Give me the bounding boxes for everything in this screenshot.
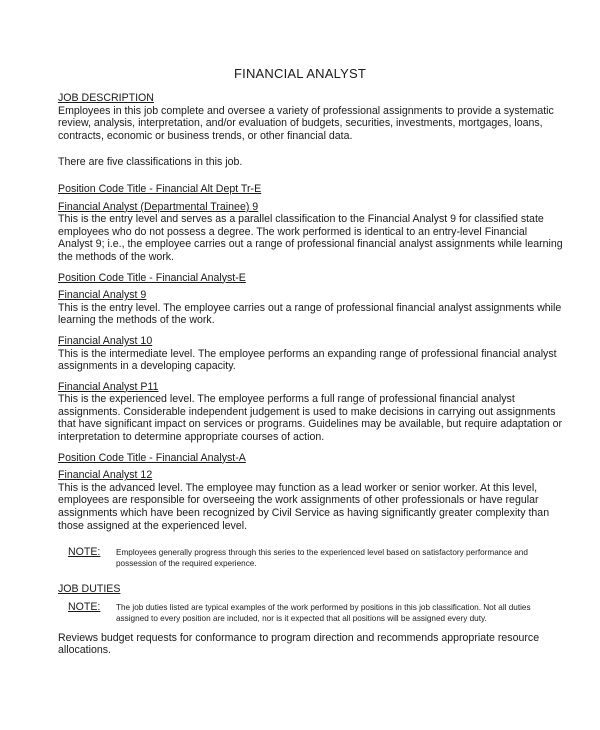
document-title: FINANCIAL ANALYST	[234, 66, 366, 81]
note-label: NOTE:	[68, 600, 101, 613]
level-name: Financial Analyst 12	[58, 469, 153, 482]
level-description: This is the advanced level. The employee may function as a lead worker or senior worker. At this level, employees are responsible for overseeing the work assignments of other professionals or have regular assignments which have been recognized by Civil Service as having significantly greater complexity than those assigned at the experienced level.	[58, 481, 550, 532]
level-description: This is the experienced level. The employee performs a full range of professional financial analyst assignments. Considerable independent judgement is used to make decisions in carrying out assignments that have significant impact on services or programs. Guidelines may be available, but require adaptation or interpretation to determine appropriate courses of action.	[58, 393, 563, 444]
level-description: This is the entry level. The employee carries out a range of professional financial analyst assignments while learning the methods of the work.	[58, 301, 562, 327]
job-description-heading: JOB DESCRIPTION	[58, 92, 154, 104]
note-text: The job duties listed are typical examples of the work performed by positions in this job classification. Not all duties assigned to every position are included, nor is it expected that all positions will be assigned every duty.	[116, 602, 531, 623]
position-code-title: Position Code Title - Financial Analyst-A	[58, 451, 246, 464]
progression-note	[68, 546, 563, 569]
level-description: This is the entry level and serves as a parallel classification to the Financial Analyst 9 for classified state employees who do not possess a degree. The work performed is identical to an entry-level Financial Analyst 9; i.e., the employee carries out a range of professional financial analyst assignments while learning the methods of the work.	[58, 213, 563, 263]
level-name: Financial Analyst 10	[58, 334, 153, 347]
level-name: Financial Analyst 9	[58, 289, 147, 302]
level-name: Financial Analyst P11	[58, 380, 159, 393]
position-code-title: Position Code Title - Financial Alt Dept Tr-E	[58, 182, 262, 195]
level-name: Financial Analyst (Departmental Trainee) 9	[58, 200, 259, 213]
classifications-note: There are five classifications in this job.	[58, 156, 243, 169]
note-text: Employees generally progress through this series to the experienced level based on satisfactory performance and possession of the required experience.	[116, 548, 528, 569]
job-duties-heading: JOB DUTIES	[58, 583, 121, 596]
position-code-title: Position Code Title - Financial Analyst-E	[58, 271, 246, 284]
duty-item: Reviews budget requests for conformance to program direction and recommends appropriate resource allocations.	[58, 631, 540, 657]
level-description: This is the intermediate level. The employee performs an expanding range of professional financial analyst assignments in a developing capacity.	[58, 347, 557, 373]
document-body	[58, 92, 563, 657]
job-description-intro: Employees in this job complete and oversee a variety of professional assignments to provide a systematic review, analysis, interpretation, and/or evaluation of budgets, securities, investments, mortgages, loans, contracts, economic or business trends, or other financial data.	[58, 104, 554, 142]
note-label: NOTE:	[68, 546, 101, 559]
duties-note	[68, 601, 563, 624]
